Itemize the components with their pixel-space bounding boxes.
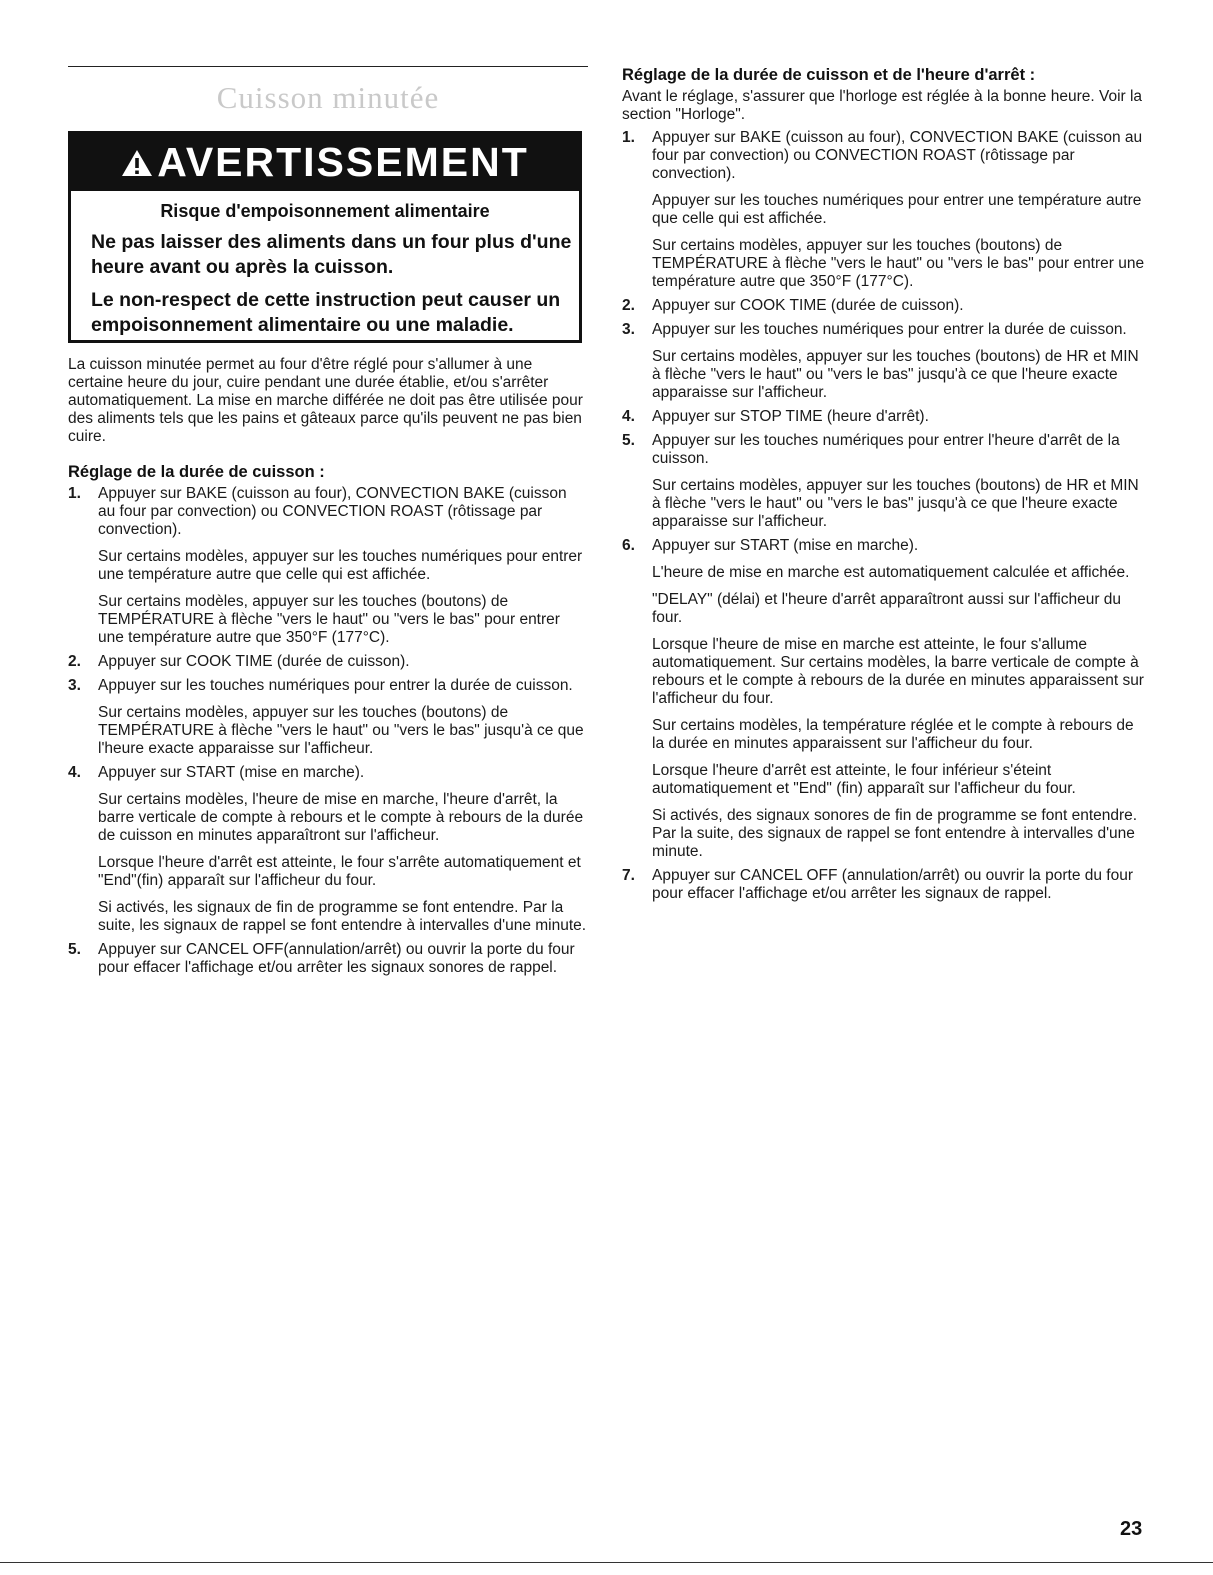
step-paragraph: Appuyer sur START (mise en marche). xyxy=(652,537,919,554)
step-paragraph: Sur certains modèles, appuyer sur les touches (boutons) de TEMPÉRATURE à flèche "vers le haut" ou "vers le bas" jusqu'à ce que l'heure exacte apparaisse sur l'afficheur. xyxy=(98,704,584,757)
step-number: 3. xyxy=(68,677,81,694)
step-paragraph: Appuyer sur les touches numériques pour entrer la durée de cuisson. xyxy=(98,677,573,694)
step-paragraph: Appuyer sur STOP TIME (heure d'arrêt). xyxy=(652,408,929,425)
step-paragraph: Appuyer sur COOK TIME (durée de cuisson). xyxy=(98,653,410,670)
step-number: 5. xyxy=(622,432,635,449)
warning-line-1: Ne pas laisser des aliments dans un four plus d'une heure avant ou après la cuisson. xyxy=(91,231,572,278)
step-paragraph: Lorsque l'heure d'arrêt est atteinte, le four inférieur s'éteint automatiquement et "End" (fin) apparaît sur l'afficheur du four. xyxy=(652,762,1076,797)
step-paragraph: Appuyer sur CANCEL OFF (annulation/arrêt) ou ouvrir la porte du four pour effacer l'affichage et/ou arrêter les signaux de rappel. xyxy=(652,867,1133,902)
warning-box xyxy=(68,131,582,343)
step-item xyxy=(622,408,1147,426)
left-heading: Réglage de la durée de cuisson : xyxy=(68,463,325,481)
section-title: Cuisson minutée xyxy=(216,80,440,115)
step-paragraph: L'heure de mise en marche est automatiquement calculée et affichée. xyxy=(652,564,1130,581)
left-column xyxy=(68,356,588,983)
warning-subtitle: Risque d'empoisonnement alimentaire xyxy=(160,201,490,221)
step-item xyxy=(622,321,1147,402)
step-item xyxy=(622,432,1147,531)
step-paragraph: Si activés, les signaux de fin de programme se font entendre. Par la suite, les signaux de rappel se font entendre à intervalles d'une minute. xyxy=(98,899,587,934)
warning-title: AVERTISSEMENT xyxy=(157,139,529,185)
step-paragraph: Sur certains modèles, l'heure de mise en marche, l'heure d'arrêt, la barre verticale de compte à rebours et le compte à rebours de la durée de cuisson en minutes apparaîtront sur l'afficheur. xyxy=(98,791,584,844)
step-paragraph: Appuyer sur CANCEL OFF(annulation/arrêt) ou ouvrir la porte du four pour effacer l'affichage et/ou arrêter les signaux sonores de rappel. xyxy=(98,941,575,976)
step-paragraph: Appuyer sur les touches numériques pour entrer l'heure d'arrêt de la cuisson. xyxy=(652,432,1120,467)
right-steps-list xyxy=(622,129,1147,903)
bottom-rule xyxy=(0,1562,1213,1563)
warning-line-2: Le non-respect de cette instruction peut causer un empoisonnement alimentaire ou une maladie. xyxy=(91,289,561,336)
step-paragraph: Appuyer sur START (mise en marche). xyxy=(98,764,365,781)
step-paragraph: Sur certains modèles, appuyer sur les touches (boutons) de TEMPÉRATURE à flèche "vers le haut" ou "vers le bas" pour entrer une température autre que 350°F (177°C). xyxy=(98,593,560,646)
step-paragraph: Sur certains modèles, appuyer sur les touches (boutons) de HR et MIN à flèche "vers le haut" ou "vers le bas" jusqu'à ce que l'heure exacte apparaisse sur l'afficheur. xyxy=(652,477,1139,530)
page-number: 23 xyxy=(1120,1518,1143,1540)
step-number: 5. xyxy=(68,941,81,958)
step-number: 4. xyxy=(622,408,635,425)
step-paragraph: "DELAY" (délai) et l'heure d'arrêt apparaîtront aussi sur l'afficheur du four. xyxy=(652,591,1122,626)
step-item xyxy=(68,941,588,977)
step-paragraph: Lorsque l'heure d'arrêt est atteinte, le four s'arrête automatiquement et "End"(fin) apparaît sur l'afficheur du four. xyxy=(98,854,581,889)
top-rule xyxy=(68,66,588,67)
right-heading: Réglage de la durée de cuisson et de l'heure d'arrêt : xyxy=(622,66,1036,84)
step-number: 1. xyxy=(68,485,81,502)
step-paragraph: Appuyer sur BAKE (cuisson au four), CONVECTION BAKE (cuisson au four par convection) ou CONVECTION ROAST (rôtissage par convection). xyxy=(652,129,1143,182)
warning-header xyxy=(71,134,579,191)
intro-paragraph: La cuisson minutée permet au four d'être réglé pour s'allumer à une certaine heure du jour, cuire pendant une durée établie, et/ou s'arrêter automatiquement. La mise en marche différée ne doit pas être utilisée pour des aliments tels que les pains et gâteaux parce qu'ils peuvent ne pas bien cuire. xyxy=(68,356,583,445)
step-item xyxy=(68,764,588,935)
warning-triangle-icon xyxy=(121,148,153,178)
step-number: 2. xyxy=(68,653,81,670)
step-item xyxy=(622,297,1147,315)
step-paragraph: Sur certains modèles, la température réglée et le compte à rebours de la durée en minutes apparaissent sur l'afficheur du four. xyxy=(652,717,1134,752)
step-item xyxy=(68,485,588,647)
step-paragraph: Sur certains modèles, appuyer sur les touches (boutons) de TEMPÉRATURE à flèche "vers le haut" ou "vers le bas" pour entrer une température autre que 350°F (177°C). xyxy=(652,237,1145,290)
step-paragraph: Appuyer sur les touches numériques pour entrer la durée de cuisson. xyxy=(652,321,1127,338)
right-column xyxy=(622,66,1147,909)
step-paragraph: Lorsque l'heure de mise en marche est atteinte, le four s'allume automatiquement. Sur certains modèles, la barre verticale de compte à rebours et le compte à rebours de la durée en minutes apparaissent sur l'afficheur du four. xyxy=(652,636,1144,707)
step-number: 4. xyxy=(68,764,81,781)
step-number: 3. xyxy=(622,321,635,338)
step-number: 1. xyxy=(622,129,635,146)
step-paragraph: Sur certains modèles, appuyer sur les touches (boutons) de HR et MIN à flèche "vers le haut" ou "vers le bas" jusqu'à ce que l'heure exacte apparaisse sur l'afficheur. xyxy=(652,348,1139,401)
step-paragraph: Appuyer sur BAKE (cuisson au four), CONVECTION BAKE (cuisson au four par convection) ou CONVECTION ROAST (rôtissage par convection). xyxy=(98,485,567,538)
step-number: 6. xyxy=(622,537,635,554)
step-item xyxy=(622,537,1147,861)
step-number: 7. xyxy=(622,867,635,884)
step-paragraph: Appuyer sur COOK TIME (durée de cuisson). xyxy=(652,297,964,314)
step-number: 2. xyxy=(622,297,635,314)
step-paragraph: Si activés, des signaux sonores de fin de programme se font entendre. Par la suite, des signaux de rappel se font entendre à intervalles d'une minute. xyxy=(652,807,1138,860)
step-item xyxy=(68,677,588,758)
step-item xyxy=(622,867,1147,903)
right-intro-paragraph: Avant le réglage, s'assurer que l'horloge est réglée à la bonne heure. Voir la section "Horloge". xyxy=(622,88,1143,123)
step-paragraph: Appuyer sur les touches numériques pour entrer une température autre que celle qui est affichée. xyxy=(652,192,1142,227)
step-item xyxy=(68,653,588,671)
step-item xyxy=(622,129,1147,291)
step-paragraph: Sur certains modèles, appuyer sur les touches numériques pour entrer une température autre que celle qui est affichée. xyxy=(98,548,583,583)
left-steps-list xyxy=(68,485,588,977)
